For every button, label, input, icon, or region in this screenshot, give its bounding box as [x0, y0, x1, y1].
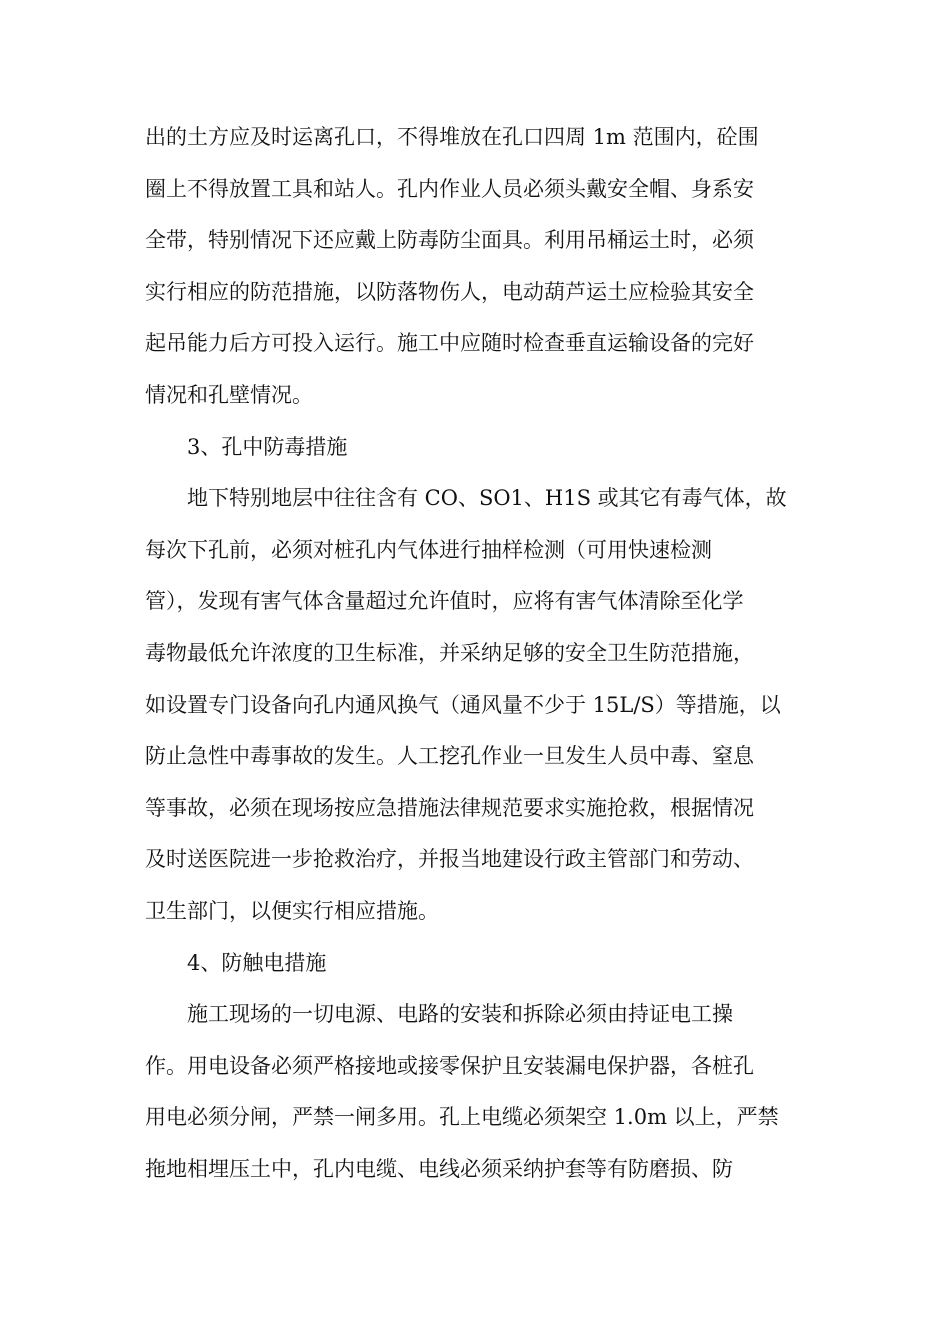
- section-heading-anti-electric-shock: 4、防触电措施: [187, 950, 327, 975]
- text-line: 卫生部门，以便实行相应措施。: [145, 898, 439, 923]
- section-heading-anti-poison: 3、孔中防毒措施: [187, 434, 348, 459]
- text-line: 拖地相埋压土中，孔内电缆、电线必须采纳护套等有防磨损、防: [145, 1156, 733, 1181]
- text-line: 管），发现有害气体含量超过允许值时，应将有害气体清除至化学: [145, 589, 744, 614]
- paragraph-start: 地下特别地层中往往含有 CO、SO1、H1S 或其它有毒气体，故: [187, 486, 787, 511]
- text-line: 作。用电设备必须严格接地或接零保护且安装漏电保护器，各桩孔: [145, 1053, 754, 1078]
- text-line: 出的土方应及时运离孔口，不得堆放在孔口四周 1m 范围内，砼围: [145, 125, 759, 149]
- text-line: 每次下孔前，必须对桩孔内气体进行抽样检测（可用快速检测: [145, 537, 712, 562]
- text-line: 等事故，必须在现场按应急措施法律规范要求实施抢救，根据情况: [145, 795, 754, 820]
- text-line: 情况和孔壁情况。: [145, 382, 313, 407]
- paragraph-start: 施工现场的一切电源、电路的安装和拆除必须由持证电工操: [187, 1002, 733, 1027]
- text-line: 起吊能力后方可投入运行。施工中应随时检查垂直运输设备的完好: [145, 331, 754, 356]
- document-body: [145, 117, 810, 1200]
- text-line: 防止急性中毒事故的发生。人工挖孔作业一旦发生人员中毒、窒息: [145, 744, 754, 769]
- text-line: 圈上不得放置工具和站人。孔内作业人员必须头戴安全帽、身系安: [145, 176, 754, 201]
- text-line: 全带，特别情况下还应戴上防毒防尘面具。利用吊桶运土时，必须: [145, 228, 754, 253]
- text-line: 实行相应的防范措施，以防落物伤人，电动葫芦运土应检验其安全: [145, 279, 754, 304]
- text-line: 毒物最低允许浓度的卫生标准，并采纳足够的安全卫生防范措施，: [145, 640, 754, 665]
- text-line: 及时送医院进一步抢救治疗，并报当地建设行政主管部门和劳动、: [145, 847, 754, 872]
- text-line: 用电必须分闸，严禁一闸多用。孔上电缆必须架空 1.0m 以上，严禁: [145, 1105, 779, 1130]
- text-line: 如设置专门设备向孔内通风换气（通风量不少于 15L/S）等措施，以: [145, 692, 781, 717]
